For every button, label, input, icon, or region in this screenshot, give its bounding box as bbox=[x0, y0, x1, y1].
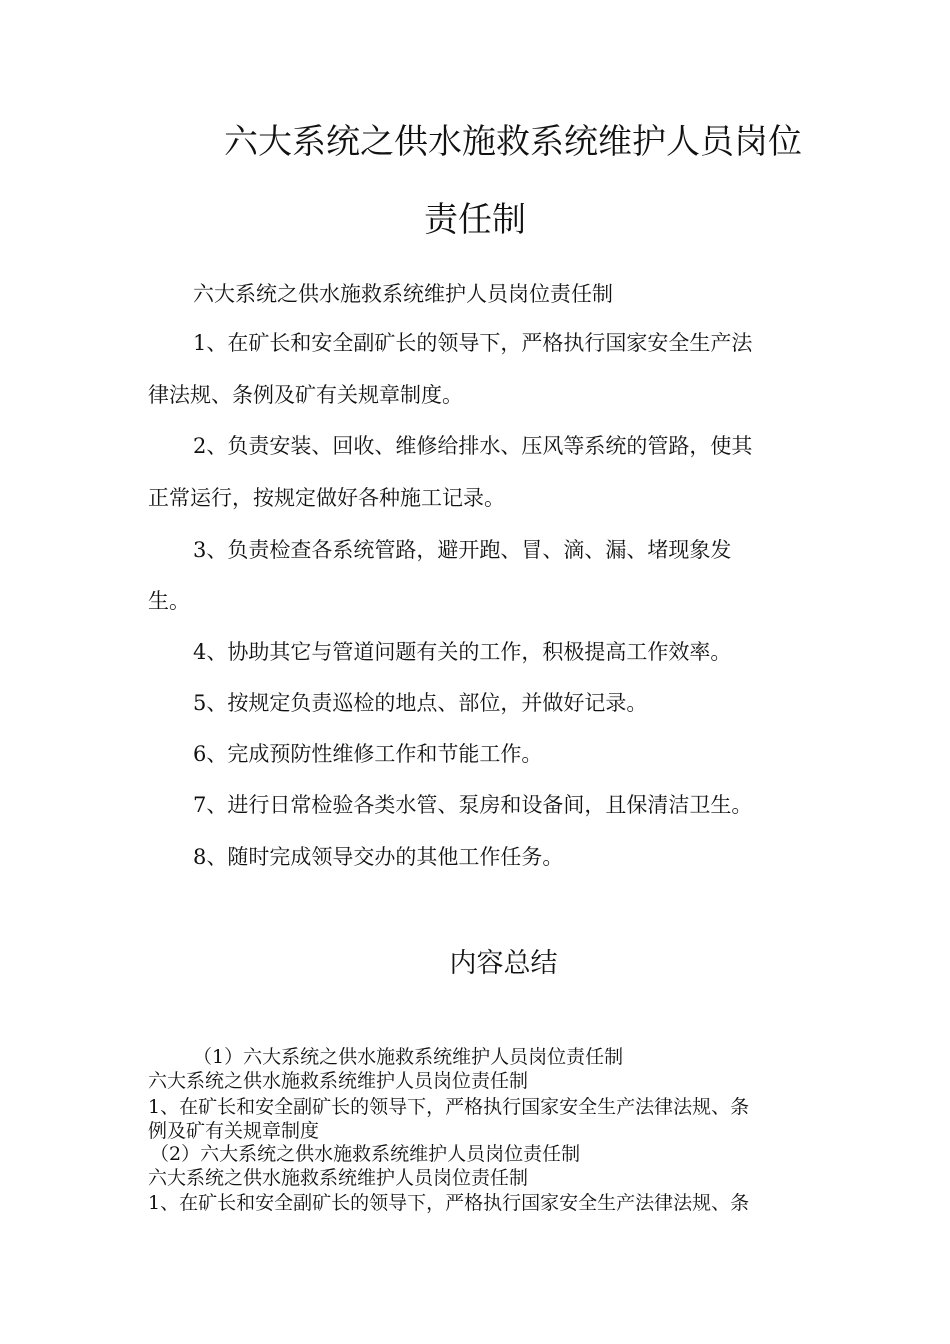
intro-paragraph: 六大系统之供水施救系统维护人员岗位责任制 bbox=[193, 282, 613, 306]
summary-line-2: 六大系统之供水施救系统维护人员岗位责任制 bbox=[148, 1070, 529, 1092]
item-7: 7、进行日常检验各类水管、泵房和设备间，且保清洁卫生。 bbox=[193, 793, 753, 817]
summary-line-7: 1、在矿长和安全副矿长的领导下，严格执行国家安全生产法律法规、条 bbox=[148, 1192, 750, 1214]
summary-line-3: 1、在矿长和安全副矿长的领导下，严格执行国家安全生产法律法规、条 bbox=[148, 1096, 750, 1118]
document-title-line-2: 责任制 bbox=[424, 200, 526, 240]
item-2-line-2: 正常运行，按规定做好各种施工记录。 bbox=[148, 486, 505, 510]
item-5: 5、按规定负责巡检的地点、部位，并做好记录。 bbox=[193, 691, 648, 715]
summary-line-1: （1）六大系统之供水施救系统维护人员岗位责任制 bbox=[193, 1046, 624, 1068]
item-2-line-1: 2、负责安装、回收、维修给排水、压风等系统的管路，使其 bbox=[193, 434, 753, 458]
item-8: 8、随时完成领导交办的其他工作任务。 bbox=[193, 845, 564, 869]
document-title-line-1: 六大系统之供水施救系统维护人员岗位 bbox=[224, 122, 802, 162]
item-4: 4、协助其它与管道问题有关的工作，积极提高工作效率。 bbox=[193, 640, 732, 664]
summary-line-6: 六大系统之供水施救系统维护人员岗位责任制 bbox=[148, 1167, 529, 1189]
item-3-line-2: 生。 bbox=[148, 589, 190, 613]
item-1-line-1: 1、在矿长和安全副矿长的领导下，严格执行国家安全生产法 bbox=[193, 331, 753, 355]
item-6: 6、完成预防性维修工作和节能工作。 bbox=[193, 742, 543, 766]
summary-line-4: 例及矿有关规章制度 bbox=[148, 1120, 320, 1142]
summary-line-5: （2）六大系统之供水施救系统维护人员岗位责任制 bbox=[150, 1143, 581, 1165]
item-1-line-2: 律法规、条例及矿有关规章制度。 bbox=[148, 383, 463, 407]
summary-heading: 内容总结 bbox=[449, 948, 558, 979]
item-3-line-1: 3、负责检查各系统管路，避开跑、冒、滴、漏、堵现象发 bbox=[193, 538, 732, 562]
